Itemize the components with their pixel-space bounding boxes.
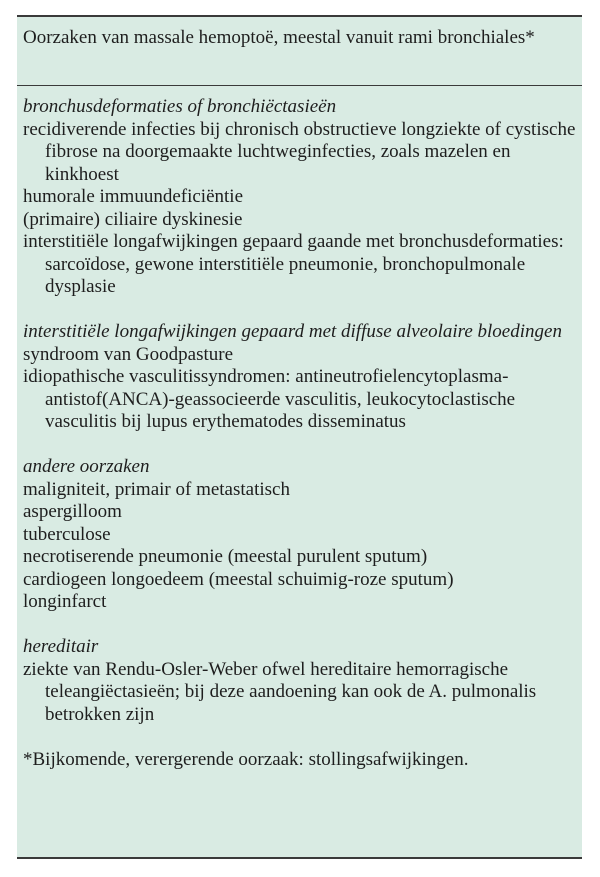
- top-rule: [17, 15, 582, 17]
- list-item: interstitiële longafwijkingen gepaard gaande met bronchusdeformaties: sarcoïdose, gewone interstitiële pneumonie, bronchopulmonale dysplasie: [23, 231, 564, 297]
- bottom-rule: [17, 857, 582, 859]
- table-body: [23, 96, 579, 771]
- section-heading: hereditair: [23, 636, 99, 657]
- list-item: tuberculose: [23, 523, 111, 545]
- list-item: cardiogeen longoedeem (meestal schuimig-roze sputum): [23, 568, 454, 590]
- list-item: maligniteit, primair of metastatisch: [23, 478, 290, 500]
- list-item: humorale immuundeficiëntie: [23, 186, 244, 207]
- header-rule: [17, 85, 582, 86]
- list-item: necrotiserende pneumonie (meestal purulent sputum): [23, 546, 428, 567]
- table-box: [17, 16, 582, 858]
- section-interstitiele-bloedingen: [23, 321, 579, 434]
- section-heading: andere oorzaken: [23, 456, 150, 477]
- list-item: ziekte van Rendu-Osler-Weber ofwel hereditaire hemorragische teleangiëctasieën; bij deze aandoening kan ook de A. pulmonalis betrokken zijn: [23, 658, 537, 725]
- list-item: syndroom van Goodpasture: [23, 343, 234, 365]
- section-heading: interstitiële longafwijkingen gepaard met diffuse alveolaire bloedingen: [23, 321, 562, 342]
- list-item: aspergilloom: [23, 501, 122, 522]
- section-andere-oorzaken: [23, 456, 579, 614]
- list-item: recidiverende infecties bij chronisch obstructieve longziekte of cystische fibrose na doorgemaakte luchtweginfecties, zoals mazelen en kinkhoest: [23, 118, 576, 185]
- section-hereditair: [23, 636, 579, 726]
- list-item: longinfarct: [23, 591, 107, 612]
- table-footnote: *Bijkomende, verergerende oorzaak: stollingsafwijkingen.: [23, 748, 469, 770]
- list-item: idiopathische vasculitissyndromen: antineutrofielencytoplasma-antistof(ANCA)-geassocieerde vasculitis, leukocytoclastische vasculitis bij lupus erythematodes disseminatus: [23, 366, 516, 432]
- list-item: (primaire) ciliaire dyskinesie: [23, 208, 243, 230]
- table-caption: Oorzaken van massale hemoptoë, meestal vanuit rami bronchiales*: [23, 27, 535, 48]
- section-heading: bronchusdeformaties of bronchiëctasieën: [23, 96, 337, 117]
- section-bronchusdeformaties: [23, 96, 579, 299]
